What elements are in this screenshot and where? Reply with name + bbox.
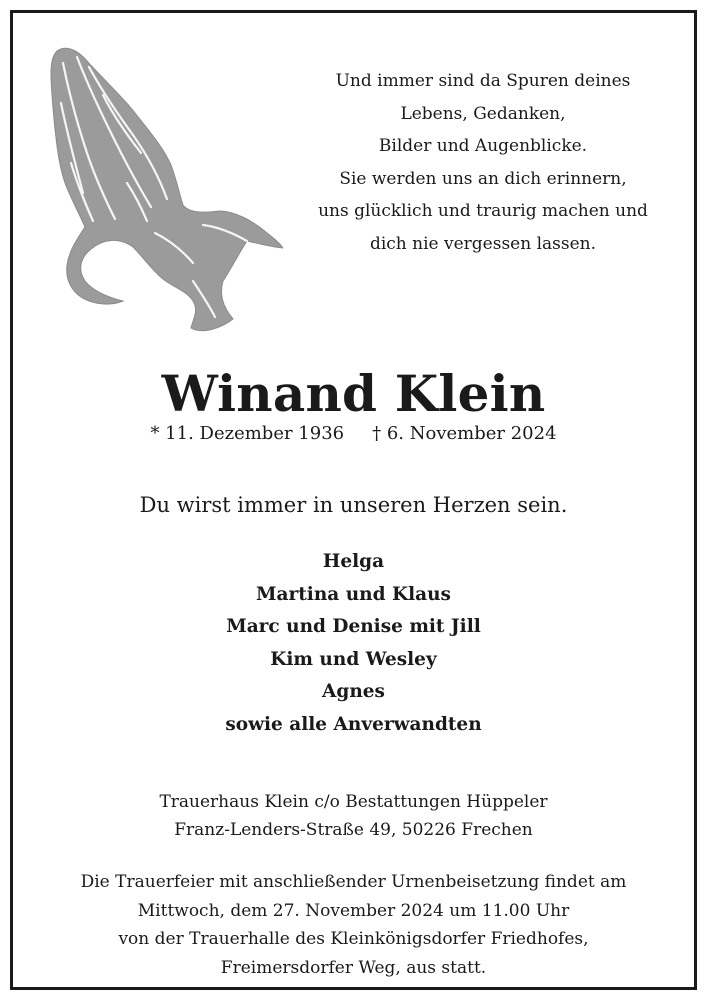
mourner: sowie alle Anverwandten <box>225 713 482 735</box>
service-line: von der Trauerhalle des Kleinkönigsdorfer Friedhofes, <box>118 929 589 949</box>
funeral-service-notice <box>13 868 694 982</box>
service-line: Freimersdorfer Weg, aus statt. <box>220 957 487 978</box>
birth-date: * 11. Dezember 1936 <box>150 423 345 444</box>
life-dates <box>13 421 694 447</box>
service-line: Die Trauerfeier mit anschließender Urnenbeisetzung findet am <box>80 872 627 892</box>
address-line: Franz-Lenders-Straße 49, 50226 Frechen <box>174 820 533 840</box>
mourner: Martina und Klaus <box>256 583 451 605</box>
verse-line: uns glücklich und traurig machen und <box>318 201 648 221</box>
verse-line: Bilder und Augenblicke. <box>378 136 588 156</box>
address-line: Trauerhaus Klein c/o Bestattungen Hüppeler <box>159 792 548 812</box>
mourners-list <box>13 546 694 741</box>
obituary-frame <box>10 10 697 990</box>
death-date: † 6. November 2024 <box>372 423 557 444</box>
verse <box>293 65 673 260</box>
deceased-name: Winand Klein <box>161 364 546 423</box>
verse-line: Lebens, Gedanken, <box>400 103 566 124</box>
verse-line: Sie werden uns an dich erinnern, <box>339 168 627 189</box>
mourning-house-address <box>13 788 694 844</box>
praying-hands-icon <box>43 43 283 338</box>
verse-line: Und immer sind da Spuren deines <box>335 71 631 91</box>
motto: Du wirst immer in unseren Herzen sein. <box>139 493 568 517</box>
mourner: Marc und Denise mit Jill <box>226 616 481 637</box>
mourner: Kim und Wesley <box>270 648 437 670</box>
verse-line: dich nie vergessen lassen. <box>369 233 597 254</box>
mourner: Helga <box>322 551 385 572</box>
mourner: Agnes <box>322 681 385 702</box>
service-line: Mittwoch, dem 27. November 2024 um 11.00 Uhr <box>137 900 570 921</box>
